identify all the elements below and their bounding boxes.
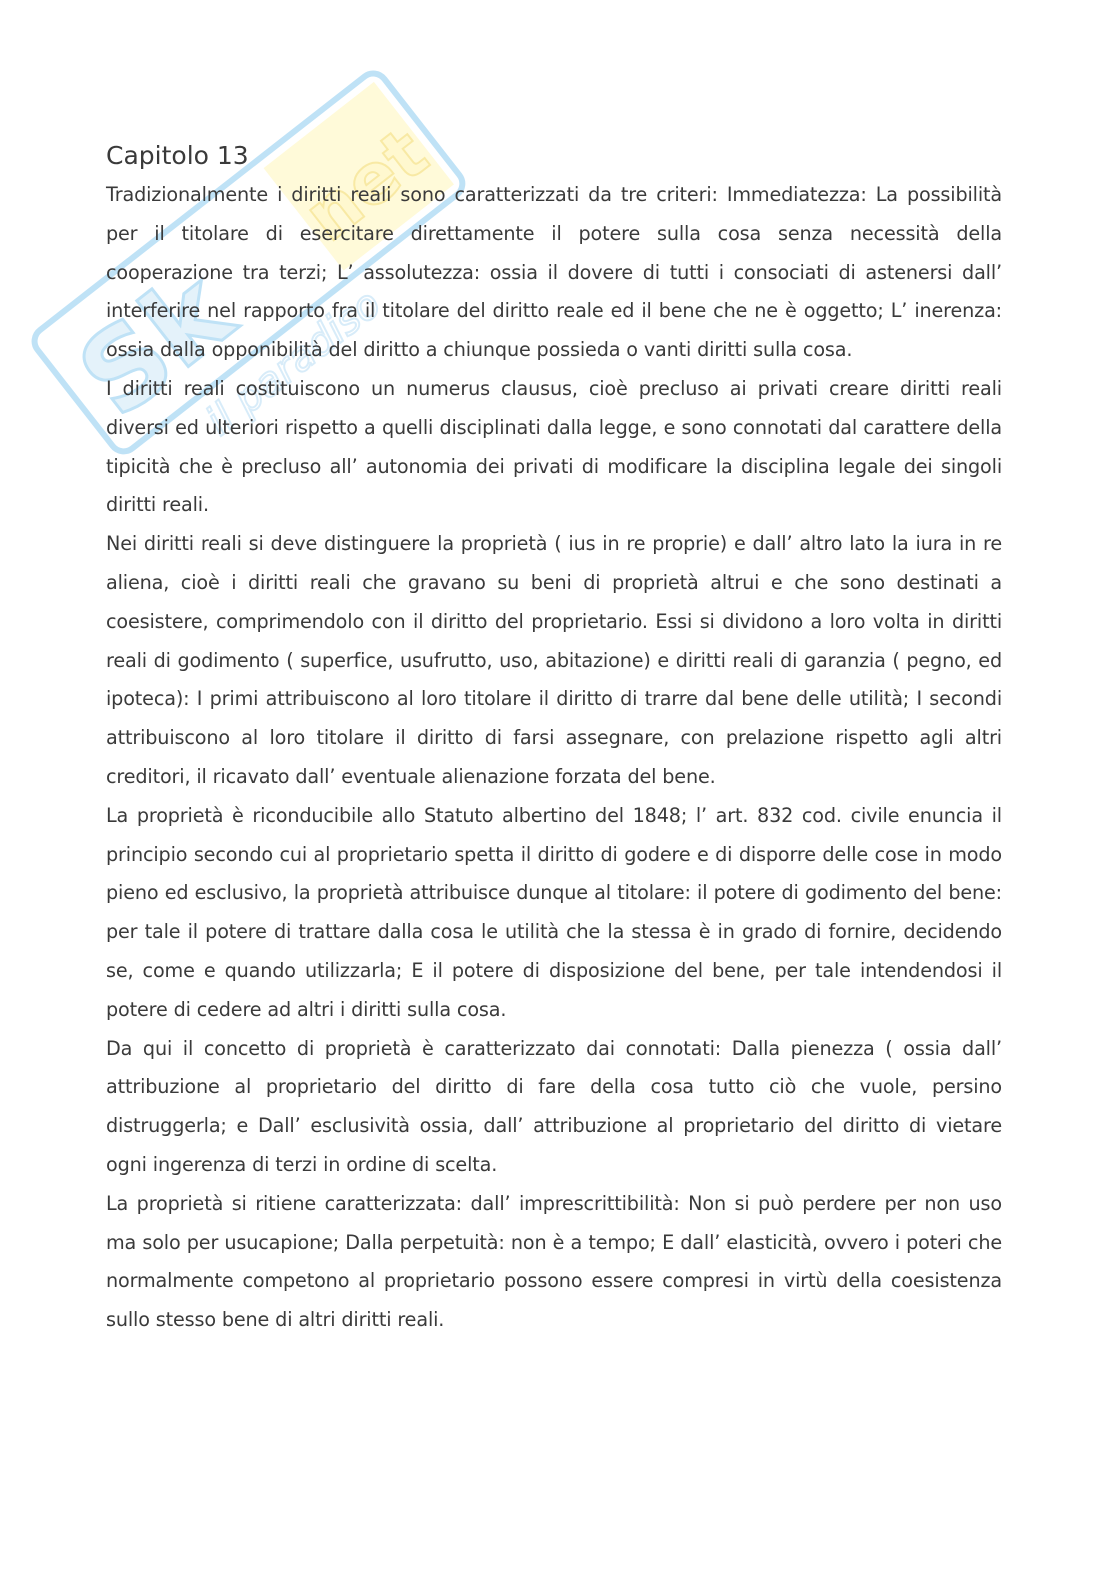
paragraph-5: Da qui il concetto di proprietà è caratterizzato dai connotati: Dalla pienezza ( ossia dall’ attribuzione al proprietario del diritto di fare della cosa tutto ciò che vuole, persino distruggerla; e Dall’ esclusività ossia, dall’ attribuzione al proprietario del diritto di vietare ogni ingerenza di terzi in ordine di scelta. <box>106 1036 1002 1176</box>
document-body <box>106 138 1002 1340</box>
paragraph-3: Nei diritti reali si deve distinguere la proprietà ( ius in re proprie) e dall’ altro lato la iura in re aliena, cioè i diritti reali che gravano su beni di proprietà altrui e che sono destinati a coesistere, comprimendolo con il diritto del proprietario. Essi si dividono a loro volta in diritti reali di godimento ( superfice, usufrutto, uso, abitazione) e diritti reali di garanzia ( pegno, ed ipoteca): I primi attribuiscono al loro titolare il diritto di trarre dal bene delle utilità; I secondi attribuiscono al loro titolare il diritto di farsi assegnare, con prelazione rispetto agli altri creditori, il ricavato dall’ eventuale alienazione forzata del bene. <box>106 532 1002 788</box>
svg-text:Sk: Sk <box>55 246 255 442</box>
paragraph-4: La proprietà è riconducibile allo Statuto albertino del 1848; l’ art. 832 cod. civile enuncia il principio secondo cui al proprietario spetta il diritto di godere e di disporre delle cose in modo pieno ed esclusivo, la proprietà attribuisce dunque al titolare: il potere di godimento del bene: per tale il potere di trattare dalla cosa le utilità che la stessa è in grado di fornire, decidendo se, come e quando utilizzarla; E il potere di disposizione del bene, per tale intendendosi il potere di cedere ad altri i diritti sulla cosa. <box>106 803 1002 1021</box>
svg-text:il paradiso: il paradiso <box>197 280 390 445</box>
paragraph-6: La proprietà si ritiene caratterizzata: dall’ imprescrittibilità: Non si può perdere per non uso ma solo per usucapione; Dalla perpetuità: non è a tempo; E dall’ elasticità, ovvero i poteri che normalmente competono al proprietario possono essere compresi in virtù della coesistenza sullo stesso bene di altri diritti reali. <box>106 1191 1002 1332</box>
svg-text:net: net <box>289 112 443 258</box>
paragraph-1: Tradizionalmente i diritti reali sono caratterizzati da tre criteri: Immediatezza: La possibilità per il titolare di esercitare direttamente il potere sulla cosa senza necessità della cooperazione tra terzi; L’ assolutezza: ossia il dovere di tutti i consociati di astenersi dall’ interferire nel rapporto fra il titolare del diritto reale ed il bene che ne è oggetto; L’ inerenza: ossia dalla opponibilità del diritto a chiunque possieda o vanti diritti sulla cosa. <box>106 183 1002 362</box>
paragraph-2: I diritti reali costituiscono un numerus clausus, cioè precluso ai privati creare diritti reali diversi ed ulteriori rispetto a quelli disciplinati dalla legge, e sono connotati dal carattere della tipicità che è precluso all’ autonomia dei privati di modificare la disciplina legale dei singoli diritti reali. <box>106 376 1002 517</box>
page-title: Capitolo 13 <box>106 141 249 170</box>
